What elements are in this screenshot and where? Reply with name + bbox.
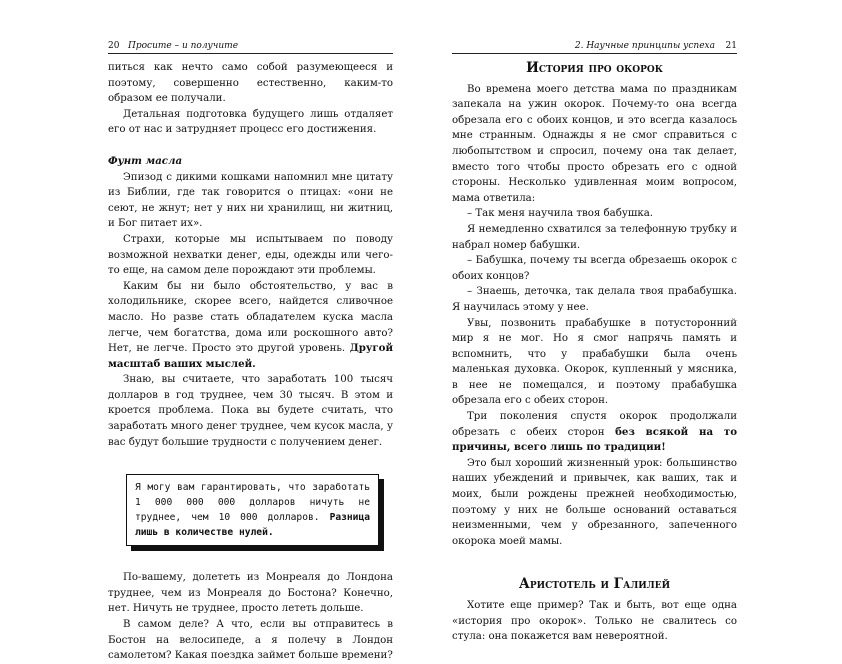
paragraph: В самом деле? А что, если вы отправитесь в Бостон на велосипеде, а я полечу в Лондон самолетом? Какая поездка займет больше времени?	[108, 619, 393, 662]
right-page	[452, 40, 737, 645]
dialogue-line: – Знаешь, деточка, так делала твоя прабабушка. Я научилась этому у нее.	[452, 286, 737, 313]
paragraph-fridge	[108, 279, 393, 373]
right-body	[452, 61, 737, 645]
dialogue-line: – Бабушка, почему ты всегда обрезаешь окорок с обоих концов?	[452, 255, 737, 282]
left-page-number: 20	[108, 41, 120, 51]
callout-emphasis: Разница лишь в количестве нулей.	[135, 512, 370, 539]
paragraph: Увы, позвонить прабабушке в потусторонний мир я не мог. Но я смог напрячь память и вспомнить, что у прабабушки была очень маленькая духовка. Окорок, купленный у мясника, в нее не помещался, и поэтому прабабушка обрезала его с обеих сторон.	[452, 317, 737, 407]
left-body	[108, 60, 393, 664]
left-running-title: Просите – и получите	[128, 41, 239, 51]
section-title-aristotle: Аристотель и Галилей	[518, 576, 671, 593]
right-running-head	[452, 40, 737, 54]
dialogue-line: – Так меня научила твоя бабушка.	[467, 208, 654, 220]
paragraph-generations	[452, 409, 737, 456]
left-running-head	[108, 40, 393, 54]
paragraph-text: Три поколения спустя окорок продолжали обрезать с обеих сторон	[452, 411, 737, 438]
right-page-number: 21	[725, 41, 737, 51]
paragraph: Эпизод с дикими кошками напомнил мне цитату из Библии, где так говорится о птицах: «они не сеют, не жнут; нет у них ни хранилищ, ни житниц, и Бог питает их».	[108, 171, 393, 230]
paragraph: По-вашему, долететь из Монреаля до Лондона труднее, чем из Монреаля до Бостона? Конечно, нет. Ничуть не труднее, просто лететь дольше.	[108, 572, 393, 615]
paragraph: питься как нечто само собой разумеющееся и поэтому, совершенно естественно, каким-то образом ее получали.	[108, 62, 393, 105]
paragraph: Знаю, вы считаете, что заработать 100 тысяч долларов в год труднее, чем 30 тысяч. В этом и кроется проблема. Пока вы будете считать, что заработать много денег труднее, чем кусок масла, у вас будут большие трудности с получением денег.	[108, 374, 393, 448]
paragraph: Хотите еще пример? Так и быть, вот еще одна «история про окорок». Только не свалитесь со стула: она покажется вам невероятной.	[452, 600, 737, 643]
subheading-butter: Фунт масла	[108, 154, 183, 167]
paragraph-text: Каким бы ни было обстоятельство, у вас в холодильнике, скорее всего, найдется сливочное масло. Но разве стать обладателем куска масла легче, чем богатства, дома или роскошного авто? Нет, не легче. Просто это другой уровень.	[108, 280, 393, 355]
right-running-title: 2. Научные принципы успеха	[574, 41, 715, 51]
paragraph: Страхи, которые мы испытываем по поводу возможной нехватки денег, еды, одежды или чего-то еще, на самом деле порождают эти проблемы.	[108, 233, 393, 277]
emphasis-text: без всякой на то причины, всего лишь по традиции!	[452, 425, 737, 454]
callout-text: Я могу вам гарантировать, что заработать 1 000 000 000 долларов ничуть не труднее, чем 10 000 долларов.	[135, 482, 370, 524]
left-page	[108, 40, 393, 664]
emphasis-text: Другой масштаб ваших мыслей.	[108, 342, 393, 370]
paragraph: Это был хороший жизненный урок: большинство наших убеждений и привычек, как ваших, так и моих, были рождены прежней необходимостью, поэтому у них не больше оснований оставаться неизменными, чем у обрезанного, запеченного окорока моей мамы.	[452, 457, 737, 547]
paragraph: Во времена моего детства мама по праздникам запекала на ужин окорок. Почему-то она всегда обрезала его с обоих концов, и это всегда казалось мне странным. Однажды я не смог справиться с любопытством и спросил, почему она так делает, вместо того чтобы просто обрезать его с одной стороны. Несколько удивленная моим вопросом, мама ответила:	[452, 83, 737, 204]
paragraph: Детальная подготовка будущего лишь отдаляет его от нас и затрудняет процесс его достижения.	[108, 108, 393, 136]
section-title-ham: История про окорок	[526, 60, 663, 76]
paragraph: Я немедленно схватился за телефонную трубку и набрал номер бабушки.	[452, 223, 737, 251]
callout-box	[126, 474, 379, 546]
